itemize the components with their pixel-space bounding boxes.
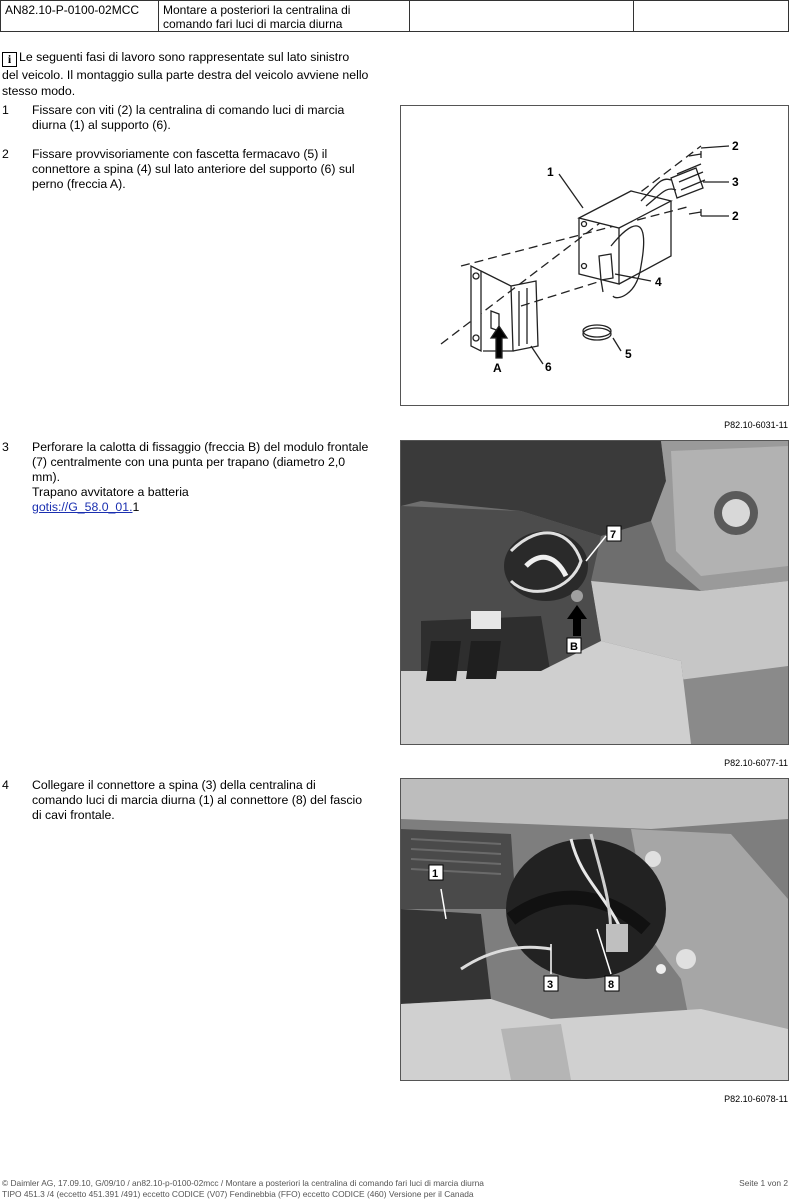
callout-label: 2: [732, 139, 739, 153]
step-number: 1: [2, 103, 9, 117]
callout-label: A: [493, 361, 502, 375]
footer-line2: TIPO 451.3 /4 (eccetto 451.391 /491) eccetto CODICE (V07) Fendinebbia (FFO) eccetto CODICE (460) Versione per il Canada: [2, 1189, 474, 1199]
front-module-photo: [401, 441, 788, 744]
callout-label: 2: [732, 209, 739, 223]
note-line3: stesso modo.: [2, 84, 76, 98]
callout-label: 3: [547, 979, 554, 991]
figure-connector-photo: [400, 778, 789, 1081]
step-text: comando luci di marcia diurna (1) al connettore (8) del fascio: [32, 793, 363, 807]
info-icon: i: [2, 52, 17, 67]
info-note: [2, 49, 382, 99]
figure-caption: P82.10-6031-11: [724, 420, 788, 430]
step-number: 4: [2, 778, 9, 792]
step-text: Collegare il connettore a spina (3) della centralina di: [32, 778, 316, 792]
doc-title-line2: comando fari luci di marcia diurna: [163, 17, 343, 31]
step-text: Fissare con viti (2) la centralina di comando luci di marcia: [32, 103, 345, 117]
footer-line1: © Daimler AG, 17.09.10, G/09/10 / an82.10-p-0100-02mcc / Montare a posteriori la centralina di comando fari luci di marcia diurna: [2, 1178, 484, 1188]
step-3: [2, 440, 382, 515]
doc-title: [159, 1, 410, 31]
step-text: di cavi frontale.: [32, 808, 115, 822]
note-line2: del veicolo. Il montaggio sulla parte destra del veicolo avviene nello: [2, 68, 369, 82]
doc-id: AN82.10-P-0100-02MCC: [1, 1, 159, 31]
step-text: (7) centralmente con una punta per trapano (diametro 2,0: [32, 455, 346, 469]
step-number: 3: [2, 440, 9, 454]
tool-link-suffix: 1: [132, 500, 140, 514]
step-text: mm).: [32, 470, 60, 484]
step-text: Perforare la calotta di fissaggio (freccia B) del modulo frontale: [32, 440, 369, 454]
callout-label: 7: [610, 529, 617, 541]
figure-caption: P82.10-6078-11: [724, 1094, 788, 1104]
exploded-view-drawing: [401, 106, 788, 405]
step-text: perno (freccia A).: [32, 177, 126, 191]
callout-label: B: [570, 641, 578, 653]
figure-exploded-view: [400, 105, 789, 406]
callout-label: 6: [545, 360, 552, 374]
header-table: [0, 0, 789, 32]
figure-front-module-photo: [400, 440, 789, 745]
step-text: Fissare provvisoriamente con fascetta fermacavo (5) il: [32, 147, 328, 161]
callout-label: 1: [432, 868, 439, 880]
step-number: 2: [2, 147, 9, 161]
callout-label: 8: [608, 979, 615, 991]
doc-title-line1: Montare a posteriori la centralina di: [163, 3, 351, 17]
header-empty-cell: [410, 1, 634, 31]
step-1: [2, 103, 382, 133]
step-text: Trapano avvitatore a batteria: [32, 485, 189, 499]
note-line1: Le seguenti fasi di lavoro sono rappresentate sul lato sinistro: [19, 50, 350, 64]
step-2: [2, 147, 382, 192]
step-text: connettore a spina (4) sul lato anteriore del supporto (6) sul: [32, 162, 355, 176]
callout-label: 3: [732, 175, 739, 189]
header-empty-cell: [634, 1, 788, 31]
step-4: [2, 778, 382, 823]
callout-label: 4: [655, 275, 662, 289]
figure-caption: P82.10-6077-11: [724, 758, 788, 768]
footer-page: Seite 1 von 2: [739, 1178, 788, 1188]
connector-photo: [401, 779, 788, 1080]
step-text: diurna (1) al supporto (6).: [32, 118, 171, 132]
tool-link[interactable]: gotis://G_58.0_01.: [32, 500, 133, 514]
callout-label: 5: [625, 347, 632, 361]
callout-label: 1: [547, 165, 554, 179]
